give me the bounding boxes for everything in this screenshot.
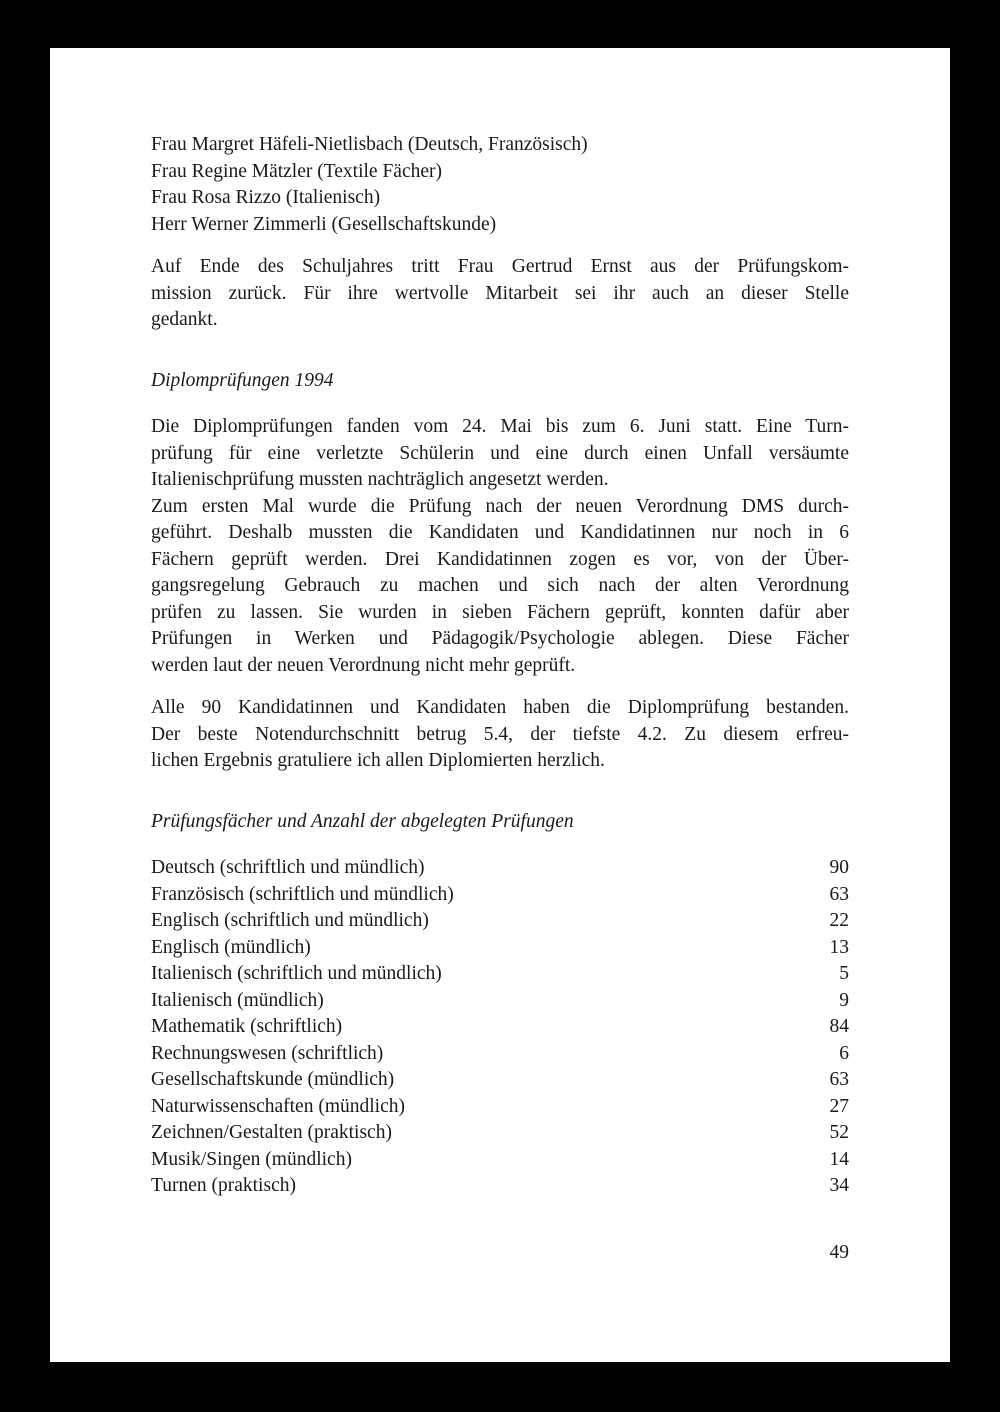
paragraph-line: Alle 90 Kandidatinnen und Kandidaten haben die Diplomprüfung bestanden. <box>151 697 849 718</box>
paragraph-line: lichen Ergebnis gratuliere ich allen Diplomierten herzlich. <box>151 750 605 771</box>
paragraph-line: Italienischprüfung mussten nachträglich angesetzt werden. <box>151 469 609 490</box>
exam-count: 63 <box>829 883 849 905</box>
exam-count: 52 <box>829 1122 849 1143</box>
teacher-line: Frau Rosa Rizzo (Italienisch) <box>151 187 381 208</box>
teacher-line: Herr Werner Zimmerli (Gesellschaftskunde) <box>151 213 497 235</box>
subject-name: Italienisch (mündlich) <box>151 989 324 1011</box>
retirement-paragraph <box>151 254 849 334</box>
page-number: 49 <box>829 1242 849 1263</box>
subject-name: Musik/Singen (mündlich) <box>151 1148 352 1170</box>
subject-name: Italienisch (schriftlich und mündlich) <box>151 963 442 984</box>
subject-name: Englisch (mündlich) <box>151 936 311 958</box>
paragraph-line: mission zurück. Für ihre wertvolle Mitarbeit sei ihr auch an dieser Stelle <box>151 282 849 304</box>
teacher-line: Frau Regine Mätzler (Textile Fächer) <box>151 160 443 182</box>
table-row <box>151 1014 849 1041</box>
paragraph-line: Auf Ende des Schuljahres tritt Frau Gertrud Ernst aus der Prüfungskom- <box>151 256 849 277</box>
subject-name: Naturwissenschaften (mündlich) <box>151 1095 405 1117</box>
exam-count: 63 <box>829 1069 849 1090</box>
paragraph-line: prüfung für eine verletzte Schülerin und eine durch einen Unfall versäumte <box>151 442 849 464</box>
subject-name: Turnen (praktisch) <box>151 1175 296 1196</box>
exam-count: 9 <box>839 989 849 1011</box>
exam-count: 6 <box>839 1042 849 1064</box>
table-row <box>151 882 849 909</box>
diplom-paragraph-3 <box>151 695 849 775</box>
section-heading-subjects: Prüfungsfächer und Anzahl der abgelegten Prüfungen <box>151 810 574 832</box>
exam-count: 5 <box>839 963 849 984</box>
diplom-paragraph-1 <box>151 414 849 494</box>
table-row <box>151 1041 849 1068</box>
document-page <box>50 48 950 1362</box>
table-row <box>151 855 849 882</box>
paragraph-line: Die Diplomprüfungen fanden vom 24. Mai bis zum 6. Juni statt. Eine Turn- <box>151 416 849 437</box>
exam-count: 90 <box>829 857 849 878</box>
exam-count: 34 <box>829 1175 849 1196</box>
paragraph-line: gedankt. <box>151 309 218 330</box>
paragraph-line: prüfen zu lassen. Sie wurden in sieben Fächern geprüft, konnten dafür aber <box>151 601 849 623</box>
subject-name: Zeichnen/Gestalten (praktisch) <box>151 1122 392 1143</box>
subject-name: Englisch (schriftlich und mündlich) <box>151 910 429 931</box>
table-row <box>151 1067 849 1094</box>
teacher-line: Frau Margret Häfeli-Nietlisbach (Deutsch, Französisch) <box>151 134 588 155</box>
subjects-table <box>151 855 849 1200</box>
table-row <box>151 1094 849 1121</box>
exam-count: 14 <box>829 1148 849 1170</box>
table-row <box>151 908 849 935</box>
paragraph-line: werden laut der neuen Verordnung nicht mehr geprüft. <box>151 654 576 676</box>
paragraph-line: Der beste Notendurchschnitt betrug 5.4, der tiefste 4.2. Zu diesem erfreu- <box>151 723 849 745</box>
subject-name: Mathematik (schriftlich) <box>151 1016 343 1037</box>
paragraph-line: gangsregelung Gebrauch zu machen und sich nach der alten Verordnung <box>151 575 849 596</box>
diplom-paragraph-2 <box>151 494 849 680</box>
table-row <box>151 1147 849 1174</box>
exam-count: 13 <box>829 936 849 958</box>
subject-name: Französisch (schriftlich und mündlich) <box>151 883 454 905</box>
table-row <box>151 1120 849 1147</box>
subject-name: Rechnungswesen (schriftlich) <box>151 1042 384 1064</box>
table-row <box>151 988 849 1015</box>
exam-count: 84 <box>829 1016 849 1037</box>
paragraph-line: Zum ersten Mal wurde die Prüfung nach der neuen Verordnung DMS durch- <box>151 495 849 517</box>
paragraph-line: Fächern geprüft werden. Drei Kandidatinnen zogen es vor, von der Über- <box>151 548 849 570</box>
paragraph-line: geführt. Deshalb mussten die Kandidaten und Kandidatinnen nur noch in 6 <box>151 522 849 543</box>
table-row <box>151 935 849 962</box>
table-row <box>151 961 849 988</box>
exam-count: 22 <box>829 910 849 931</box>
teacher-list <box>151 132 849 238</box>
table-row <box>151 1173 849 1200</box>
subject-name: Deutsch (schriftlich und mündlich) <box>151 857 425 878</box>
section-heading-diplom: Diplomprüfungen 1994 <box>151 369 334 391</box>
subject-name: Gesellschaftskunde (mündlich) <box>151 1069 395 1090</box>
paragraph-line: Prüfungen in Werken und Pädagogik/Psychologie ablegen. Diese Fächer <box>151 628 849 649</box>
page-content <box>151 132 849 1200</box>
exam-count: 27 <box>829 1095 849 1117</box>
